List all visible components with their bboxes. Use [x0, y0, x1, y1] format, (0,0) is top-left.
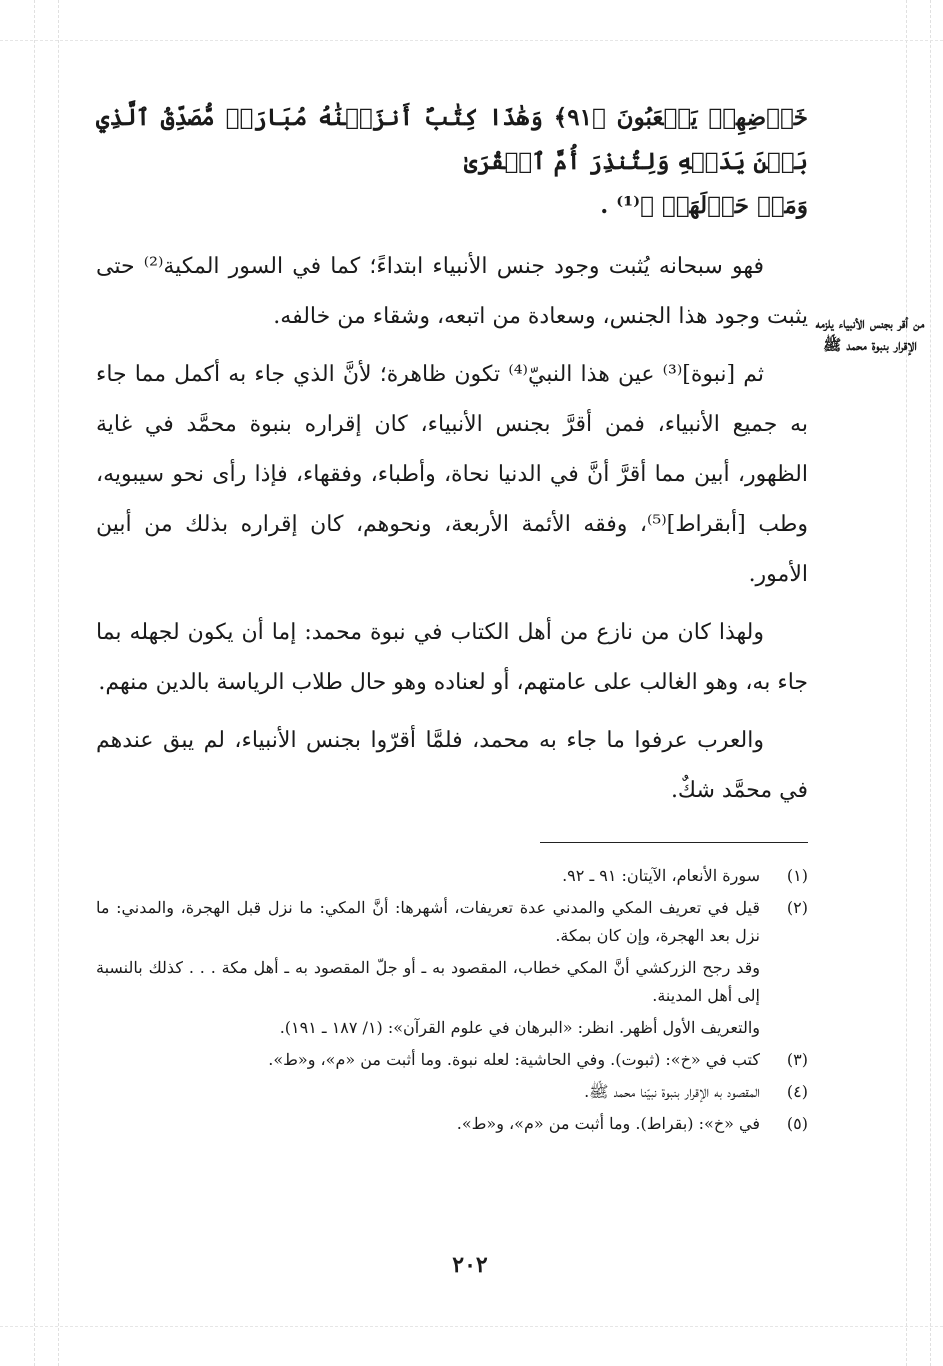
footnote-2	[96, 894, 808, 950]
footnote-1	[96, 862, 808, 890]
footnote-2-continued-2: والتعريف الأول أظهر. انظر: «البرهان في علوم القرآن»: (١/ ١٨٧ ـ ١٩١).	[279, 1018, 760, 1037]
guide-line-left-inner	[58, 0, 59, 1366]
footnote-number: (٤)	[786, 1082, 808, 1101]
footnote-separator	[540, 842, 808, 843]
main-text	[96, 96, 808, 816]
footnote-number: (٢)	[786, 898, 808, 917]
footnote-number: (٣)	[786, 1050, 808, 1069]
footnote-4	[96, 1078, 808, 1106]
paragraph-1: فهو سبحانه يُثبت وجود جنس الأنبياء ابتداءً؛ كما في السور المكية⁽²⁾ حتى يثبت وجود هذا الجنس، وسعادة من اتبعه، وشقاء من خالفه.	[96, 254, 808, 329]
paragraph-3: ولهذا كان من نازع من أهل الكتاب في نبوة محمد: إما أن يكون لجهله بما جاء به، وهو الغالب على عامتهم، أو لعناده وهو حال طلاب الرياسة بالدين منهم.	[96, 620, 808, 695]
footnote-number: (٥)	[786, 1114, 808, 1133]
quran-verse-line-2: وَمَنۡ حَوۡلَهَاۚ ﴾⁽¹⁾ .	[600, 192, 808, 219]
quran-verse-line-1: خَوۡضِهِمۡ يَلۡعَبُونَ ﴿٩١﴾ وَهَٰذَا كِتَٰبٌ أَنزَلۡنَٰهُ مُبَارَكٞ مُّصَدِّقُ ٱلَّذِي بَيۡنَ يَدَيۡهِ وَلِتُنذِرَ أُمَّ ٱلۡقُرَىٰ	[96, 104, 808, 175]
guide-line-right	[906, 0, 907, 1366]
paragraph-2: ثم [نبوة]⁽³⁾ عين هذا النبيّ⁽⁴⁾ تكون ظاهرة؛ لأنَّ الذي جاء به أكمل مما جاء به جميع الأنبياء، فمن أقرَّ بجنس الأنبياء، كان إقراره بنبوة محمَّد في غاية الظهور، أبين مما أقرَّ أنَّ في الدنيا نحاة، وأطباء، وفقهاء، فإذا رأى نحو سيبويه، وطب [أبقراط]⁽⁵⁾، وفقه الأئمة الأربعة، ونحوهم، كان إقراره بذلك من أبين الأمور.	[96, 362, 808, 587]
footnote-text: قيل في تعريف المكي والمدني عدة تعريفات، أشهرها: أنَّ المكي: ما نزل قبل الهجرة، والمدني: ما نزل بعد الهجرة، وإن كان بمكة.	[96, 898, 760, 945]
footnotes	[96, 862, 808, 1142]
footnote-number: (١)	[786, 866, 808, 885]
paragraph-4: والعرب عرفوا ما جاء به محمد، فلمَّا أقرّوا بجنس الأنبياء، لم يبق عندهم في محمَّد شكٌ.	[96, 728, 808, 803]
footnote-2-continued: وقد رجح الزركشي أنَّ المكي خطاب، المقصود به ـ أو جلّ المقصود به ـ أهل مكة . . . كذلك بالنسبة إلى أهل المدينة.	[96, 958, 760, 1005]
footnote-5	[96, 1110, 808, 1138]
guide-line-right-outer	[930, 0, 931, 1366]
guide-line-left	[34, 0, 35, 1366]
margin-note: من أقر بجنس الأنبياء يلزمه الإقرار بنبوة محمد ﷺ	[815, 314, 925, 354]
guide-line-bottom	[0, 1326, 943, 1327]
footnote-text: في «خ»: (بقراط). وما أثبت من «م»، و«ط».	[456, 1114, 760, 1133]
footnote-3	[96, 1046, 808, 1074]
page-number: ٢٠٢	[452, 1252, 488, 1278]
footnote-text: المقصود به الإقرار بنبوة نبيّنا محمد ﷺ.	[584, 1082, 760, 1101]
footnote-text: سورة الأنعام، الآيتان: ٩١ ـ ٩٢.	[562, 866, 760, 885]
guide-line-top	[0, 40, 943, 41]
footnote-text: كتب في «خ»: (ثبوت). وفي الحاشية: لعله نبوة. وما أثبت من «م»، و«ط».	[268, 1050, 760, 1069]
